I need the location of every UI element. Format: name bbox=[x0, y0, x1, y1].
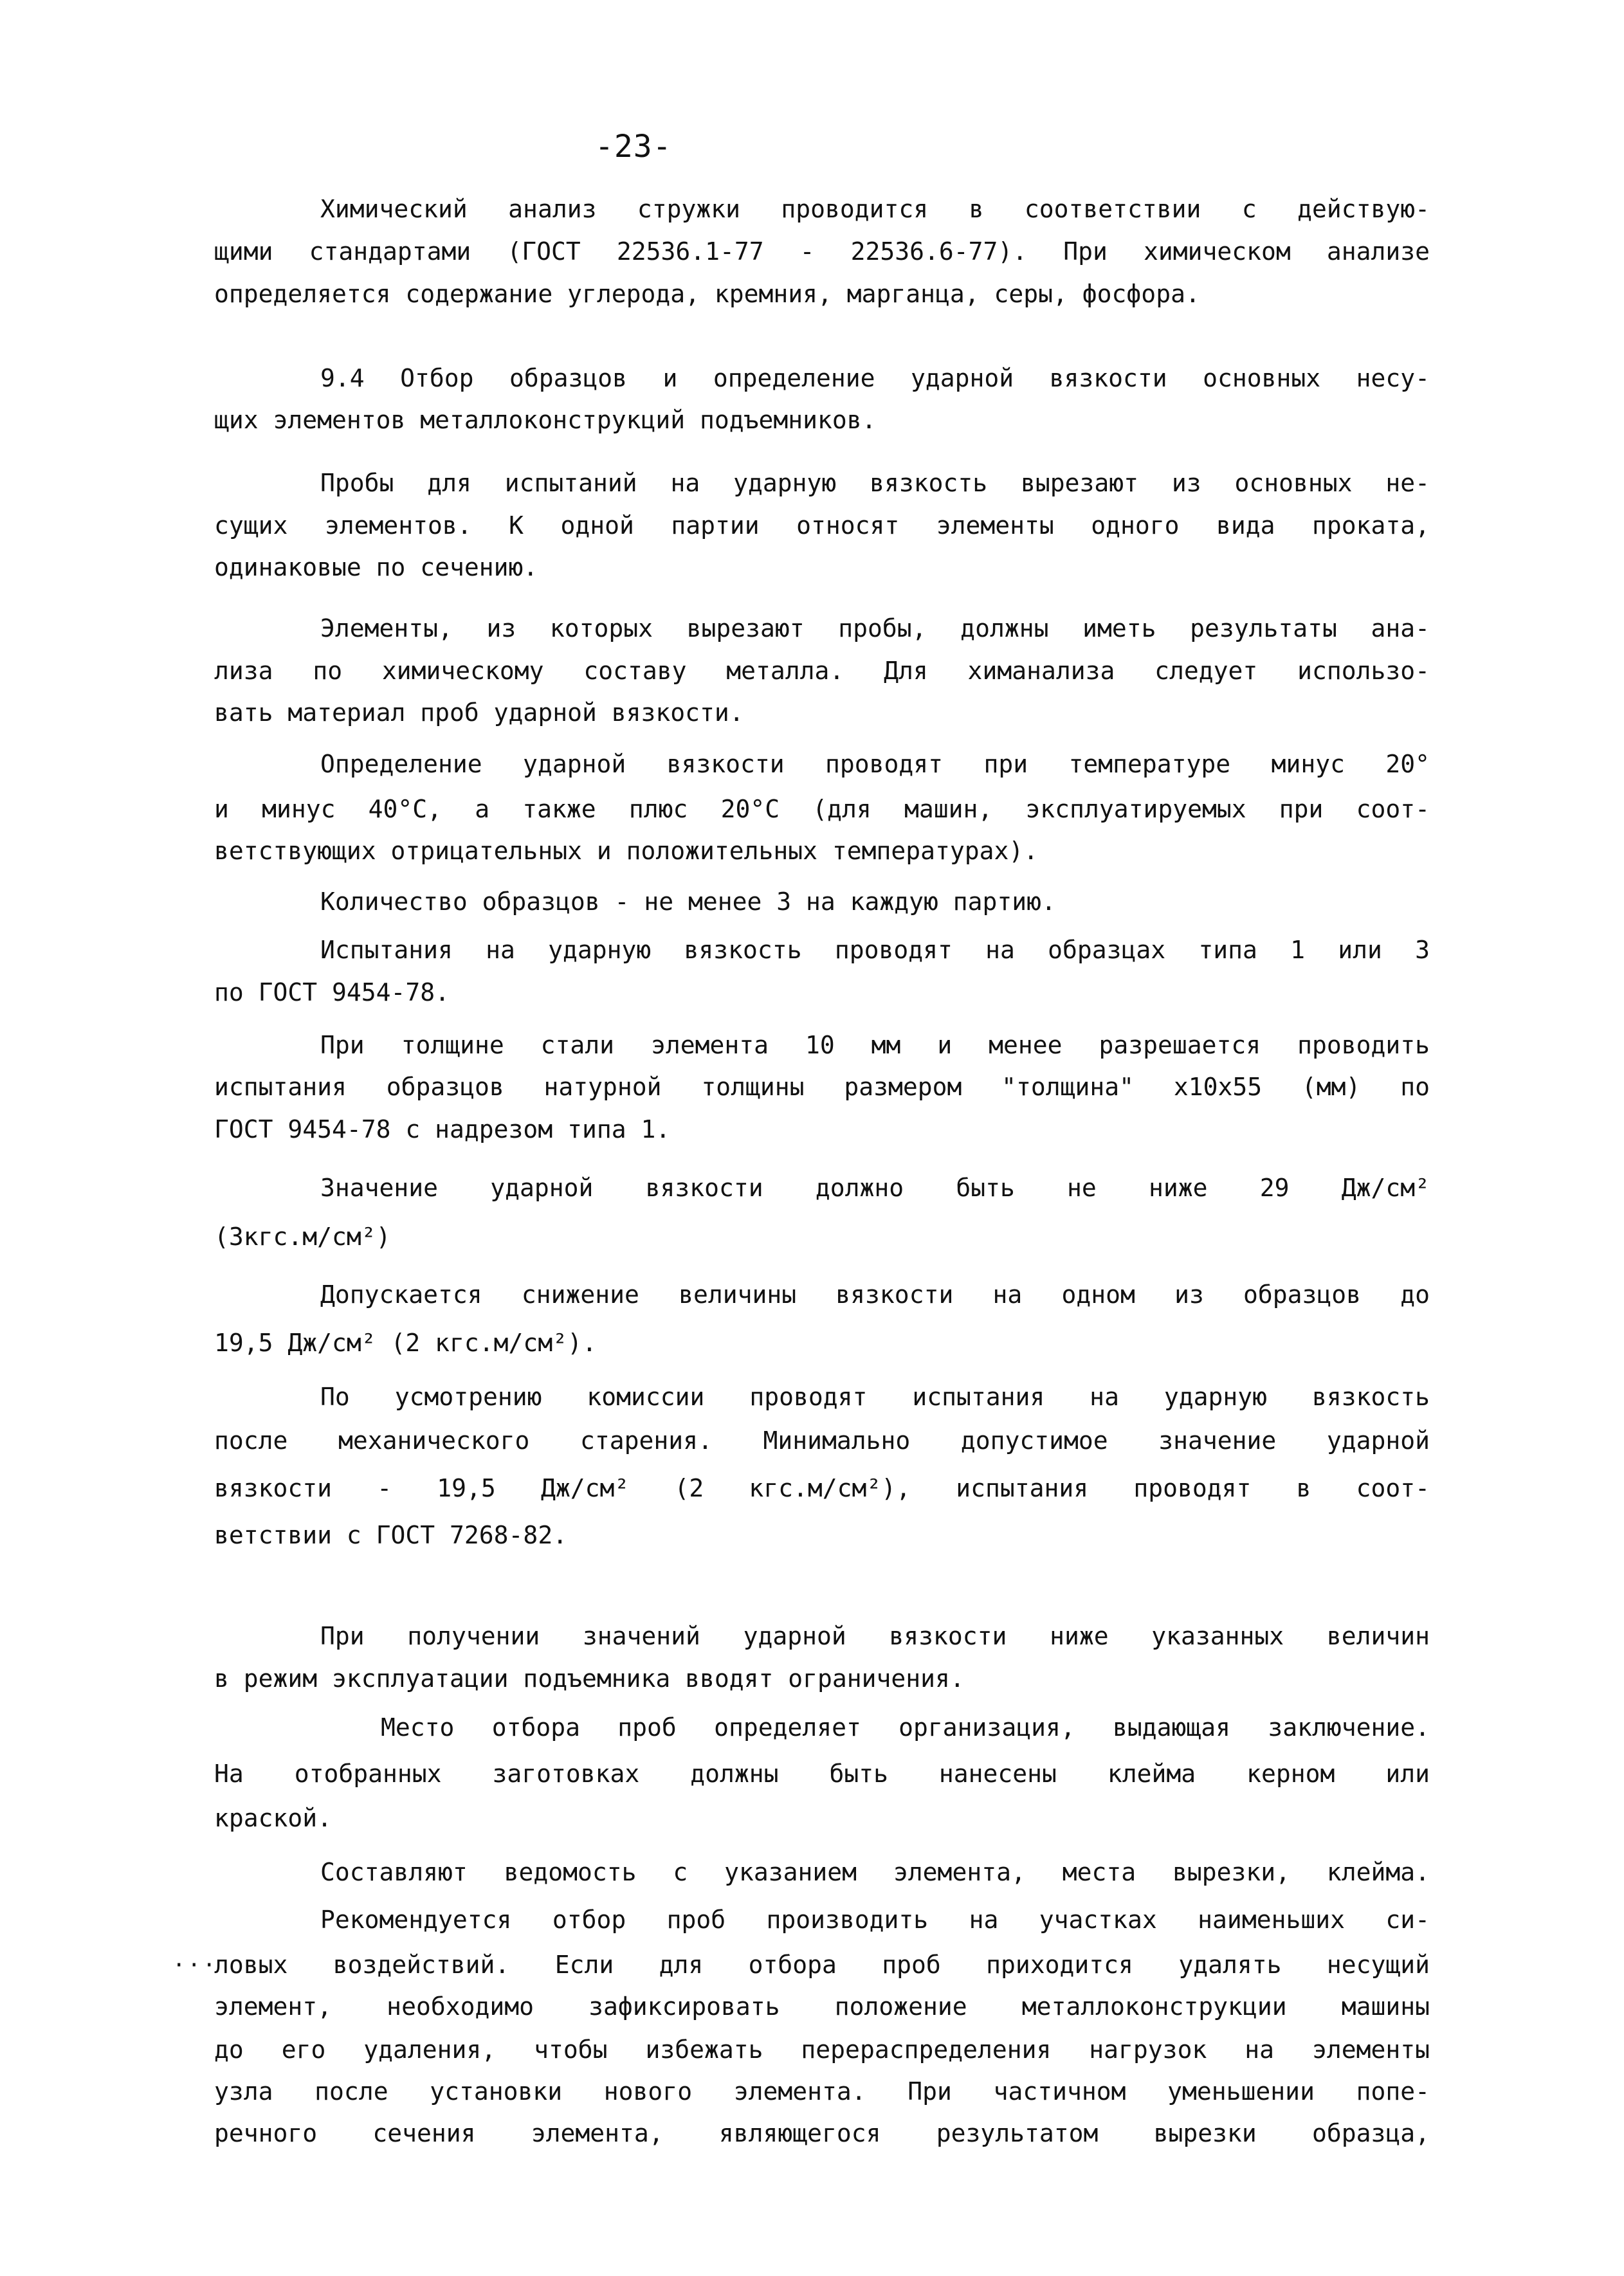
section-heading-line: щих элементов металлоконструкций подъемников. bbox=[214, 406, 877, 434]
text-line: (3кгс.м/см²) bbox=[214, 1223, 391, 1251]
text-line: вязкости - 19,5 Дж/см² (2 кгс.м/см²), испытания проводят в соот- bbox=[214, 1474, 1430, 1502]
section-heading-line: 9.4 Отбор образцов и определение ударной вязкости основных несу- bbox=[320, 364, 1430, 392]
text-line: При толщине стали элемента 10 мм и менее разрешается проводить bbox=[320, 1031, 1430, 1059]
text-line: краской. bbox=[214, 1804, 333, 1832]
text-line: Химический анализ стружки проводится в соответствии с действую- bbox=[320, 195, 1430, 223]
margin-mark: ··· bbox=[172, 1953, 218, 1978]
text-line: ветствии с ГОСТ 7268-82. bbox=[214, 1521, 568, 1549]
text-line: ловых воздействий. Если для отбора проб приходится удалять несущий bbox=[214, 1951, 1430, 1979]
text-line: одинаковые по сечению. bbox=[214, 553, 538, 581]
text-line: Составляют ведомость с указанием элемента, места вырезки, клейма. bbox=[320, 1858, 1430, 1886]
text-line: При получении значений ударной вязкости ниже указанных величин bbox=[320, 1622, 1430, 1650]
text-line: определяется содержание углерода, кремния, марганца, серы, фосфора. bbox=[214, 280, 1200, 308]
text-line: в режим эксплуатации подъемника вводят ограничения. bbox=[214, 1664, 965, 1693]
text-line: лиза по химическому составу металла. Для химанализа следует использо- bbox=[214, 657, 1430, 685]
text-line: Элементы, из которых вырезают пробы, должны иметь результаты ана- bbox=[320, 614, 1430, 642]
text-line: испытания образцов натурной толщины размером "толщина" х10х55 (мм) по bbox=[214, 1073, 1430, 1101]
text-line: По усмотрению комиссии проводят испытания на ударную вязкость bbox=[320, 1383, 1430, 1411]
text-line: ветствующих отрицательных и положительных температурах). bbox=[214, 837, 1039, 865]
text-line: 19,5 Дж/см² (2 кгс.м/см²). bbox=[214, 1329, 597, 1357]
text-line: Допускается снижение величины вязкости на одном из образцов до bbox=[320, 1280, 1430, 1309]
text-line: Определение ударной вязкости проводят при температуре минус 20° bbox=[320, 750, 1430, 778]
text-line: Количество образцов - не менее 3 на каждую партию. bbox=[320, 888, 1056, 916]
text-line: и минус 40°С, а также плюс 20°С (для машин, эксплуатируемых при соот- bbox=[214, 795, 1430, 823]
text-line: ГОСТ 9454-78 с надрезом типа 1. bbox=[214, 1115, 671, 1143]
text-line: Рекомендуется отбор проб производить на участках наименьших си- bbox=[320, 1906, 1430, 1934]
text-line: Пробы для испытаний на ударную вязкость вырезают из основных не- bbox=[320, 469, 1430, 497]
page-number: -23- bbox=[595, 129, 672, 165]
text-line: Место отбора проб определяет организация, выдающая заключение. bbox=[381, 1713, 1430, 1742]
text-line: речного сечения элемента, являющегося результатом вырезки образца, bbox=[214, 2119, 1430, 2147]
text-line: элемент, необходимо зафиксировать положение металлоконструкции машины bbox=[214, 1992, 1430, 2021]
text-line: вать материал проб ударной вязкости. bbox=[214, 698, 744, 727]
text-line: узла после установки нового элемента. При частичном уменьшении попе- bbox=[214, 2077, 1430, 2106]
text-line: по ГОСТ 9454-78. bbox=[214, 978, 450, 1006]
text-line: Значение ударной вязкости должно быть не ниже 29 Дж/см² bbox=[320, 1174, 1430, 1202]
text-line: Испытания на ударную вязкость проводят на образцах типа 1 или 3 bbox=[320, 936, 1430, 964]
text-line: На отобранных заготовках должны быть нанесены клейма керном или bbox=[214, 1760, 1430, 1788]
text-line: сущих элементов. К одной партии относят элементы одного вида проката, bbox=[214, 511, 1430, 540]
text-line: щими стандартами (ГОСТ 22536.1-77 - 22536.6-77). При химическом анализе bbox=[214, 237, 1430, 266]
text-line: после механического старения. Минимально допустимое значение ударной bbox=[214, 1426, 1430, 1455]
text-line: до его удаления, чтобы избежать перераспределения нагрузок на элементы bbox=[214, 2035, 1430, 2064]
